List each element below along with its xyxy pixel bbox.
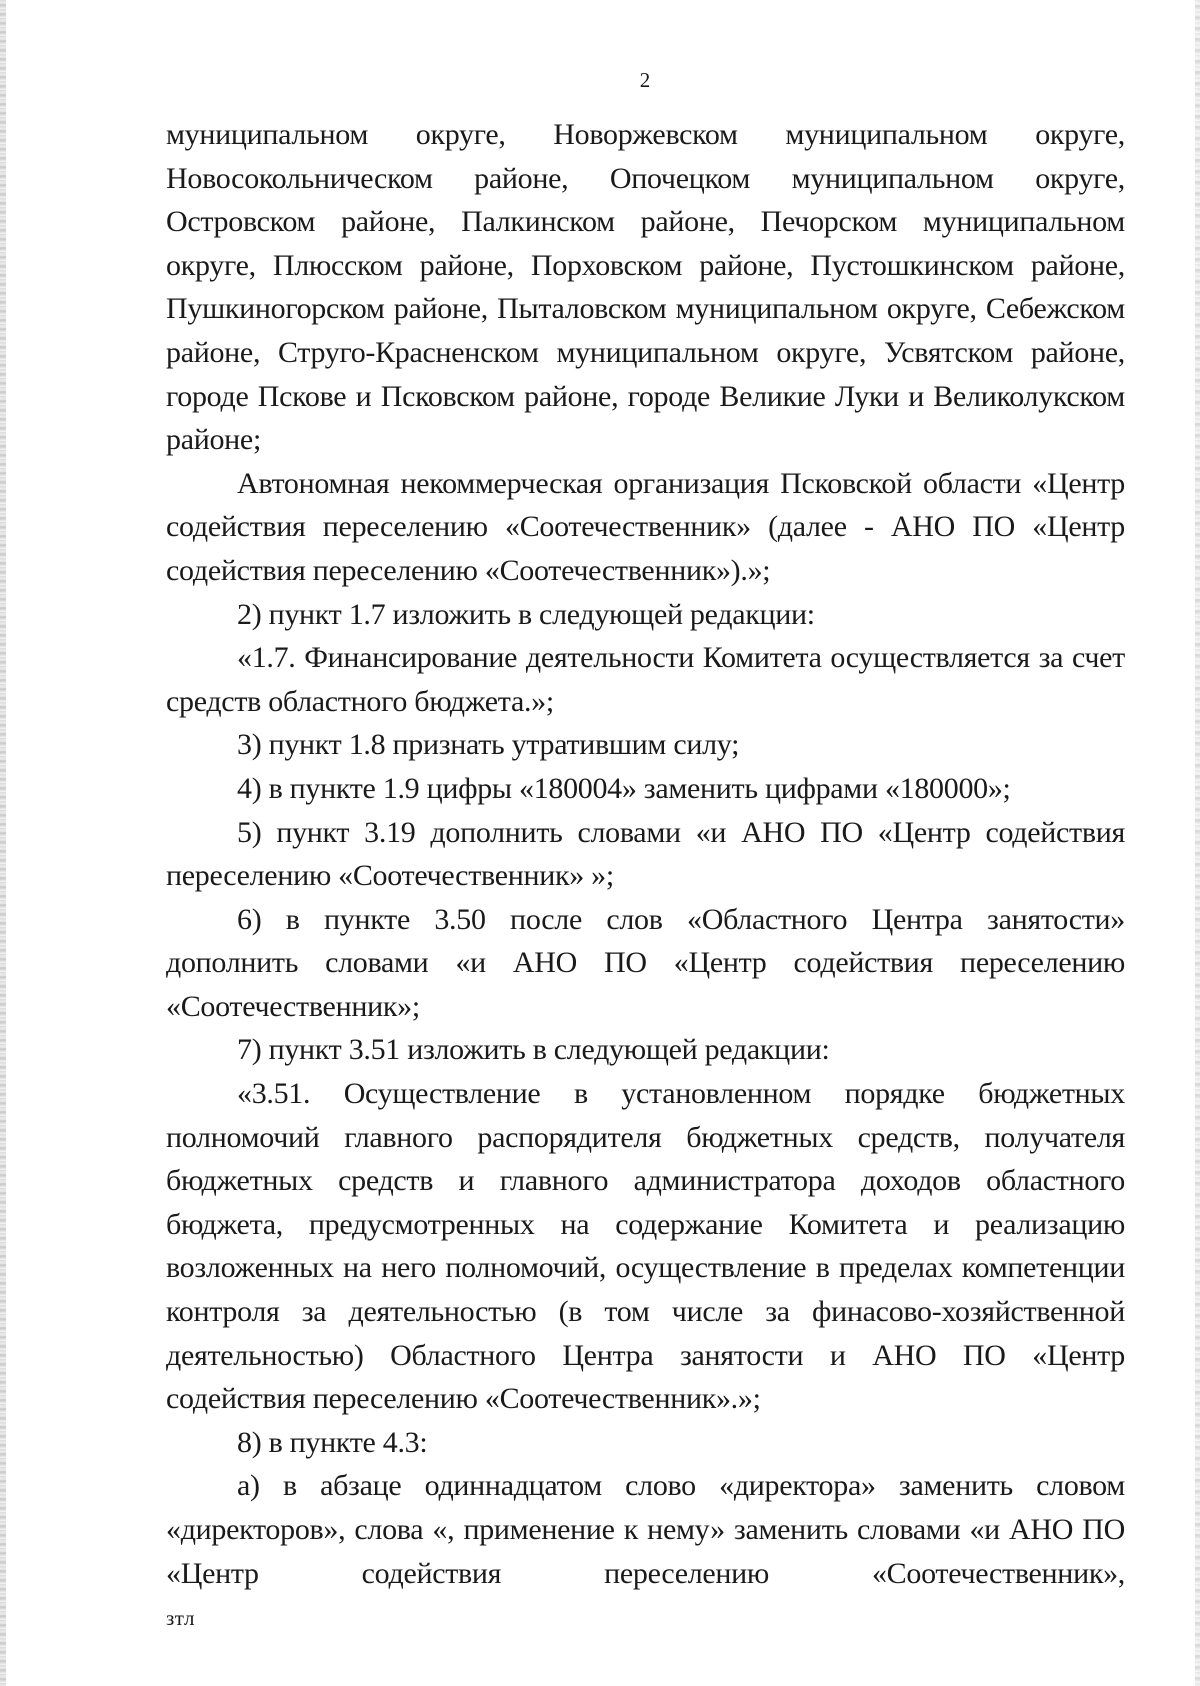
paragraph-7: 5) пункт 3.19 дополнить словами «и АНО ПО «Центр содействия переселению «Соотечественник» »;	[166, 815, 1125, 893]
paragraph-9: 7) пункт 3.51 изложить в следующей редакции:	[237, 1033, 830, 1067]
paragraph-2: Автономная некоммерческая организация Псковской области «Центр содействия переселению «Соотечественник» (далее - АНО ПО «Центр содействия переселению «Соотечественник»).»;	[166, 466, 1125, 587]
paragraph-3: 2) пункт 1.7 изложить в следующей редакции:	[237, 597, 815, 631]
paragraph-12: а) в абзаце одиннадцатом слово «директора» заменить словом «директоров», слова «, применение к нему» заменить словами «и АНО ПО «Центр содействия переселению «Соотечественник»,	[166, 1469, 1125, 1590]
paragraph-4: «1.7. Финансирование деятельности Комитета осуществляется за счет средств областного бюджета.»;	[166, 641, 1125, 718]
paragraph-10: «3.51. Осуществление в установленном порядке бюджетных полномочий главного распорядителя бюджетных средств, получателя бюджетных средств и главного администратора доходов областного бюджета, предусмотренных на содержание Комитета и реализацию возложенных на него полномочий, осуществление в пределах компетенции контроля за деятельностью (в том числе за финасово-хозяйственной деятельностью) Областного Центра занятости и АНО ПО «Центр содействия переселению «Соотечественник».»;	[166, 1077, 1125, 1416]
page-number: 2	[639, 68, 651, 92]
scan-edge-left	[0, 0, 6, 1686]
paragraph-5: 3) пункт 1.8 признать утратившим силу;	[237, 728, 740, 762]
paragraph-8: 6) в пункте 3.50 после слов «Областного Центра занятости» дополнить словами «и АНО ПО «Центр содействия переселению «Соотечественник»;	[166, 902, 1125, 1023]
paragraph-6: 4) в пункте 1.9 цифры «180004» заменить цифрами «180000»;	[237, 771, 1011, 805]
document-body	[166, 113, 1125, 1595]
scan-edge-right	[1195, 0, 1200, 1686]
paragraph-1: муниципальном округе, Новоржевском муниципальном округе, Новосокольническом районе, Опочецком муниципальном округе, Островском районе, Палкинском районе, Печорском муниципальном округе, Плюсском районе, Порховском районе, Пустошкинском районе, Пушкиногорском районе, Пыталовском муниципальном округе, Себежском районе, Струго-Красненском муниципальном округе, Усвятском районе, городе Пскове и Псковском районе, городе Великие Луки и Великолукском районе;	[166, 118, 1125, 457]
footer-code: зтл	[166, 1606, 195, 1630]
paragraph-11: 8) в пункте 4.3:	[237, 1425, 428, 1459]
